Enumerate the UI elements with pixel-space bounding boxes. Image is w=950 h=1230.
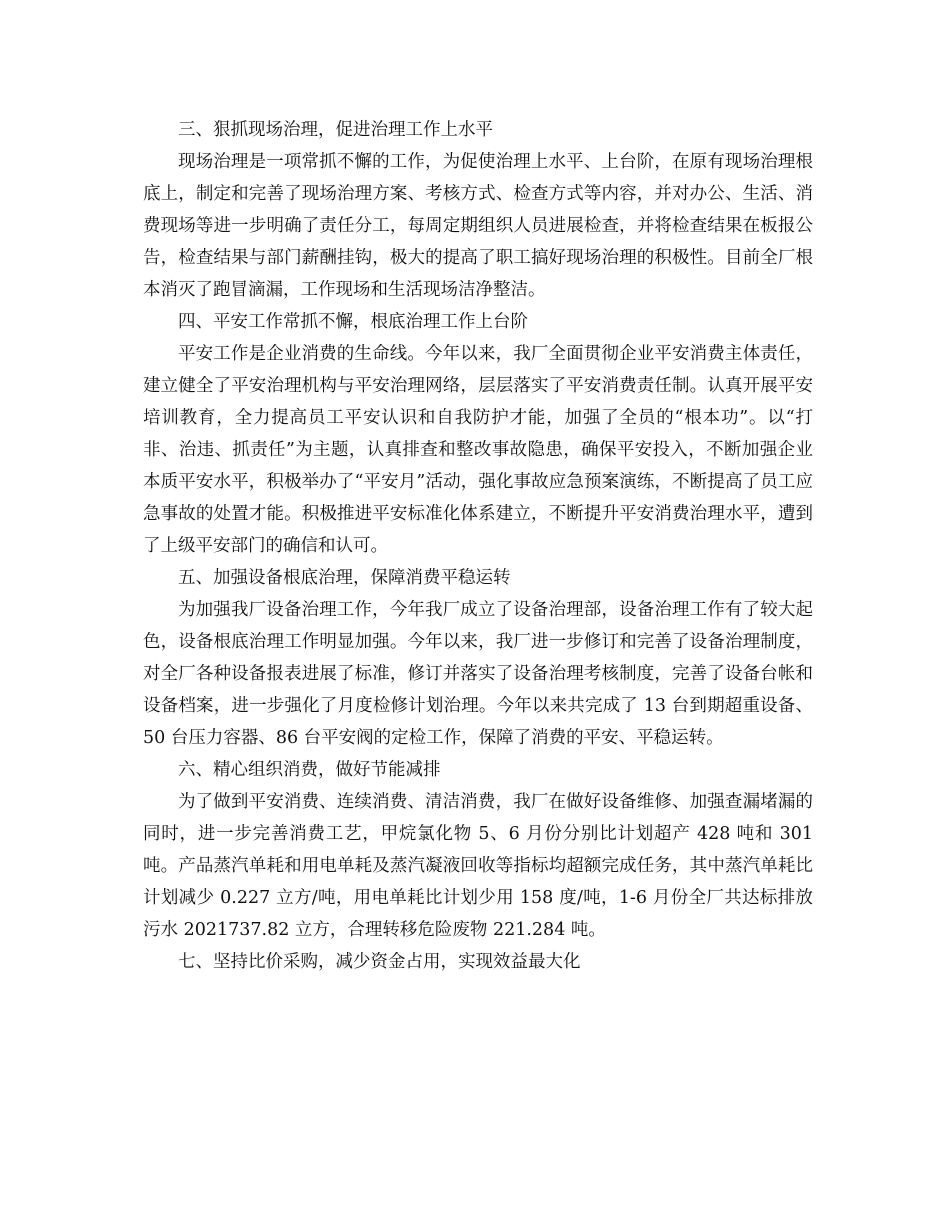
- section-heading-7: 七、坚持比价采购，减少资金占用，实现效益最大化: [178, 952, 581, 972]
- section-heading-5: 五、加强设备根底治理，保障消费平稳运转: [178, 568, 511, 588]
- section-heading-3: 三、狠抓现场治理，促进治理工作上水平: [178, 120, 493, 140]
- section-paragraph-6: 为了做到平安消费、连续消费、清洁消费，我厂在做好设备维修、加强查漏堵漏的同时，进一步完善消费工艺，甲烷氯化物 5、6 月份分别比计划超产 428 吨和 301 吨。产品蒸汽单耗和用电单耗及蒸汽凝液回收等指标均超额完成任务，其中蒸汽单耗比计划减少 0.227 立方/吨，用电单耗比计划少用 158 度/吨，1-6 月份全厂共达标排放污水 2021737.82 立方，合理转移危险废物 221.284 吨。: [143, 792, 813, 940]
- section-paragraph-4: 平安工作是企业消费的生命线。今年以来，我厂全面贯彻企业平安消费主体责任，建立健全了平安治理机构与平安治理网络，层层落实了平安消费责任制。认真开展平安培训教育，全力提高员工平安认识和自我防护才能，加强了全员的“根本功”。以“打非、治违、抓责任”为主题，认真排查和整改事故隐患，确保平安投入，不断加强企业本质平安水平，积极举办了“平安月”活动，强化事故应急预案演练，不断提高了员工应急事故的处置才能。积极推进平安标准化体系建立，不断提升平安消费治理水平，遭到了上级平安部门的确信和认可。: [143, 344, 813, 556]
- section-paragraph-3: 现场治理是一项常抓不懈的工作，为促使治理上水平、上台阶，在原有现场治理根底上，制定和完善了现场治理方案、考核方式、检查方式等内容，并对办公、生活、消费现场等进一步明确了责任分工，每周定期组织人员进展检查，并将检查结果在板报公告，检查结果与部门薪酬挂钩，极大的提高了职工搞好现场治理的积极性。目前全厂根本消灭了跑冒滴漏，工作现场和生活现场洁净整洁。: [143, 152, 813, 300]
- document-body: [143, 114, 813, 978]
- section-heading-4: 四、平安工作常抓不懈，根底治理工作上台阶: [178, 312, 528, 332]
- section-paragraph-5: 为加强我厂设备治理工作，今年我厂成立了设备治理部，设备治理工作有了较大起色，设备根底治理工作明显加强。今年以来，我厂进一步修订和完善了设备治理制度，对全厂各种设备报表进展了标准，修订并落实了设备治理考核制度，完善了设备台帐和设备档案，进一步强化了月度检修计划治理。今年以来共完成了 13 台到期超重设备、50 台压力容器、86 台平安阀的定检工作，保障了消费的平安、平稳运转。: [143, 600, 813, 748]
- section-heading-6: 六、精心组织消费，做好节能减排: [178, 760, 441, 780]
